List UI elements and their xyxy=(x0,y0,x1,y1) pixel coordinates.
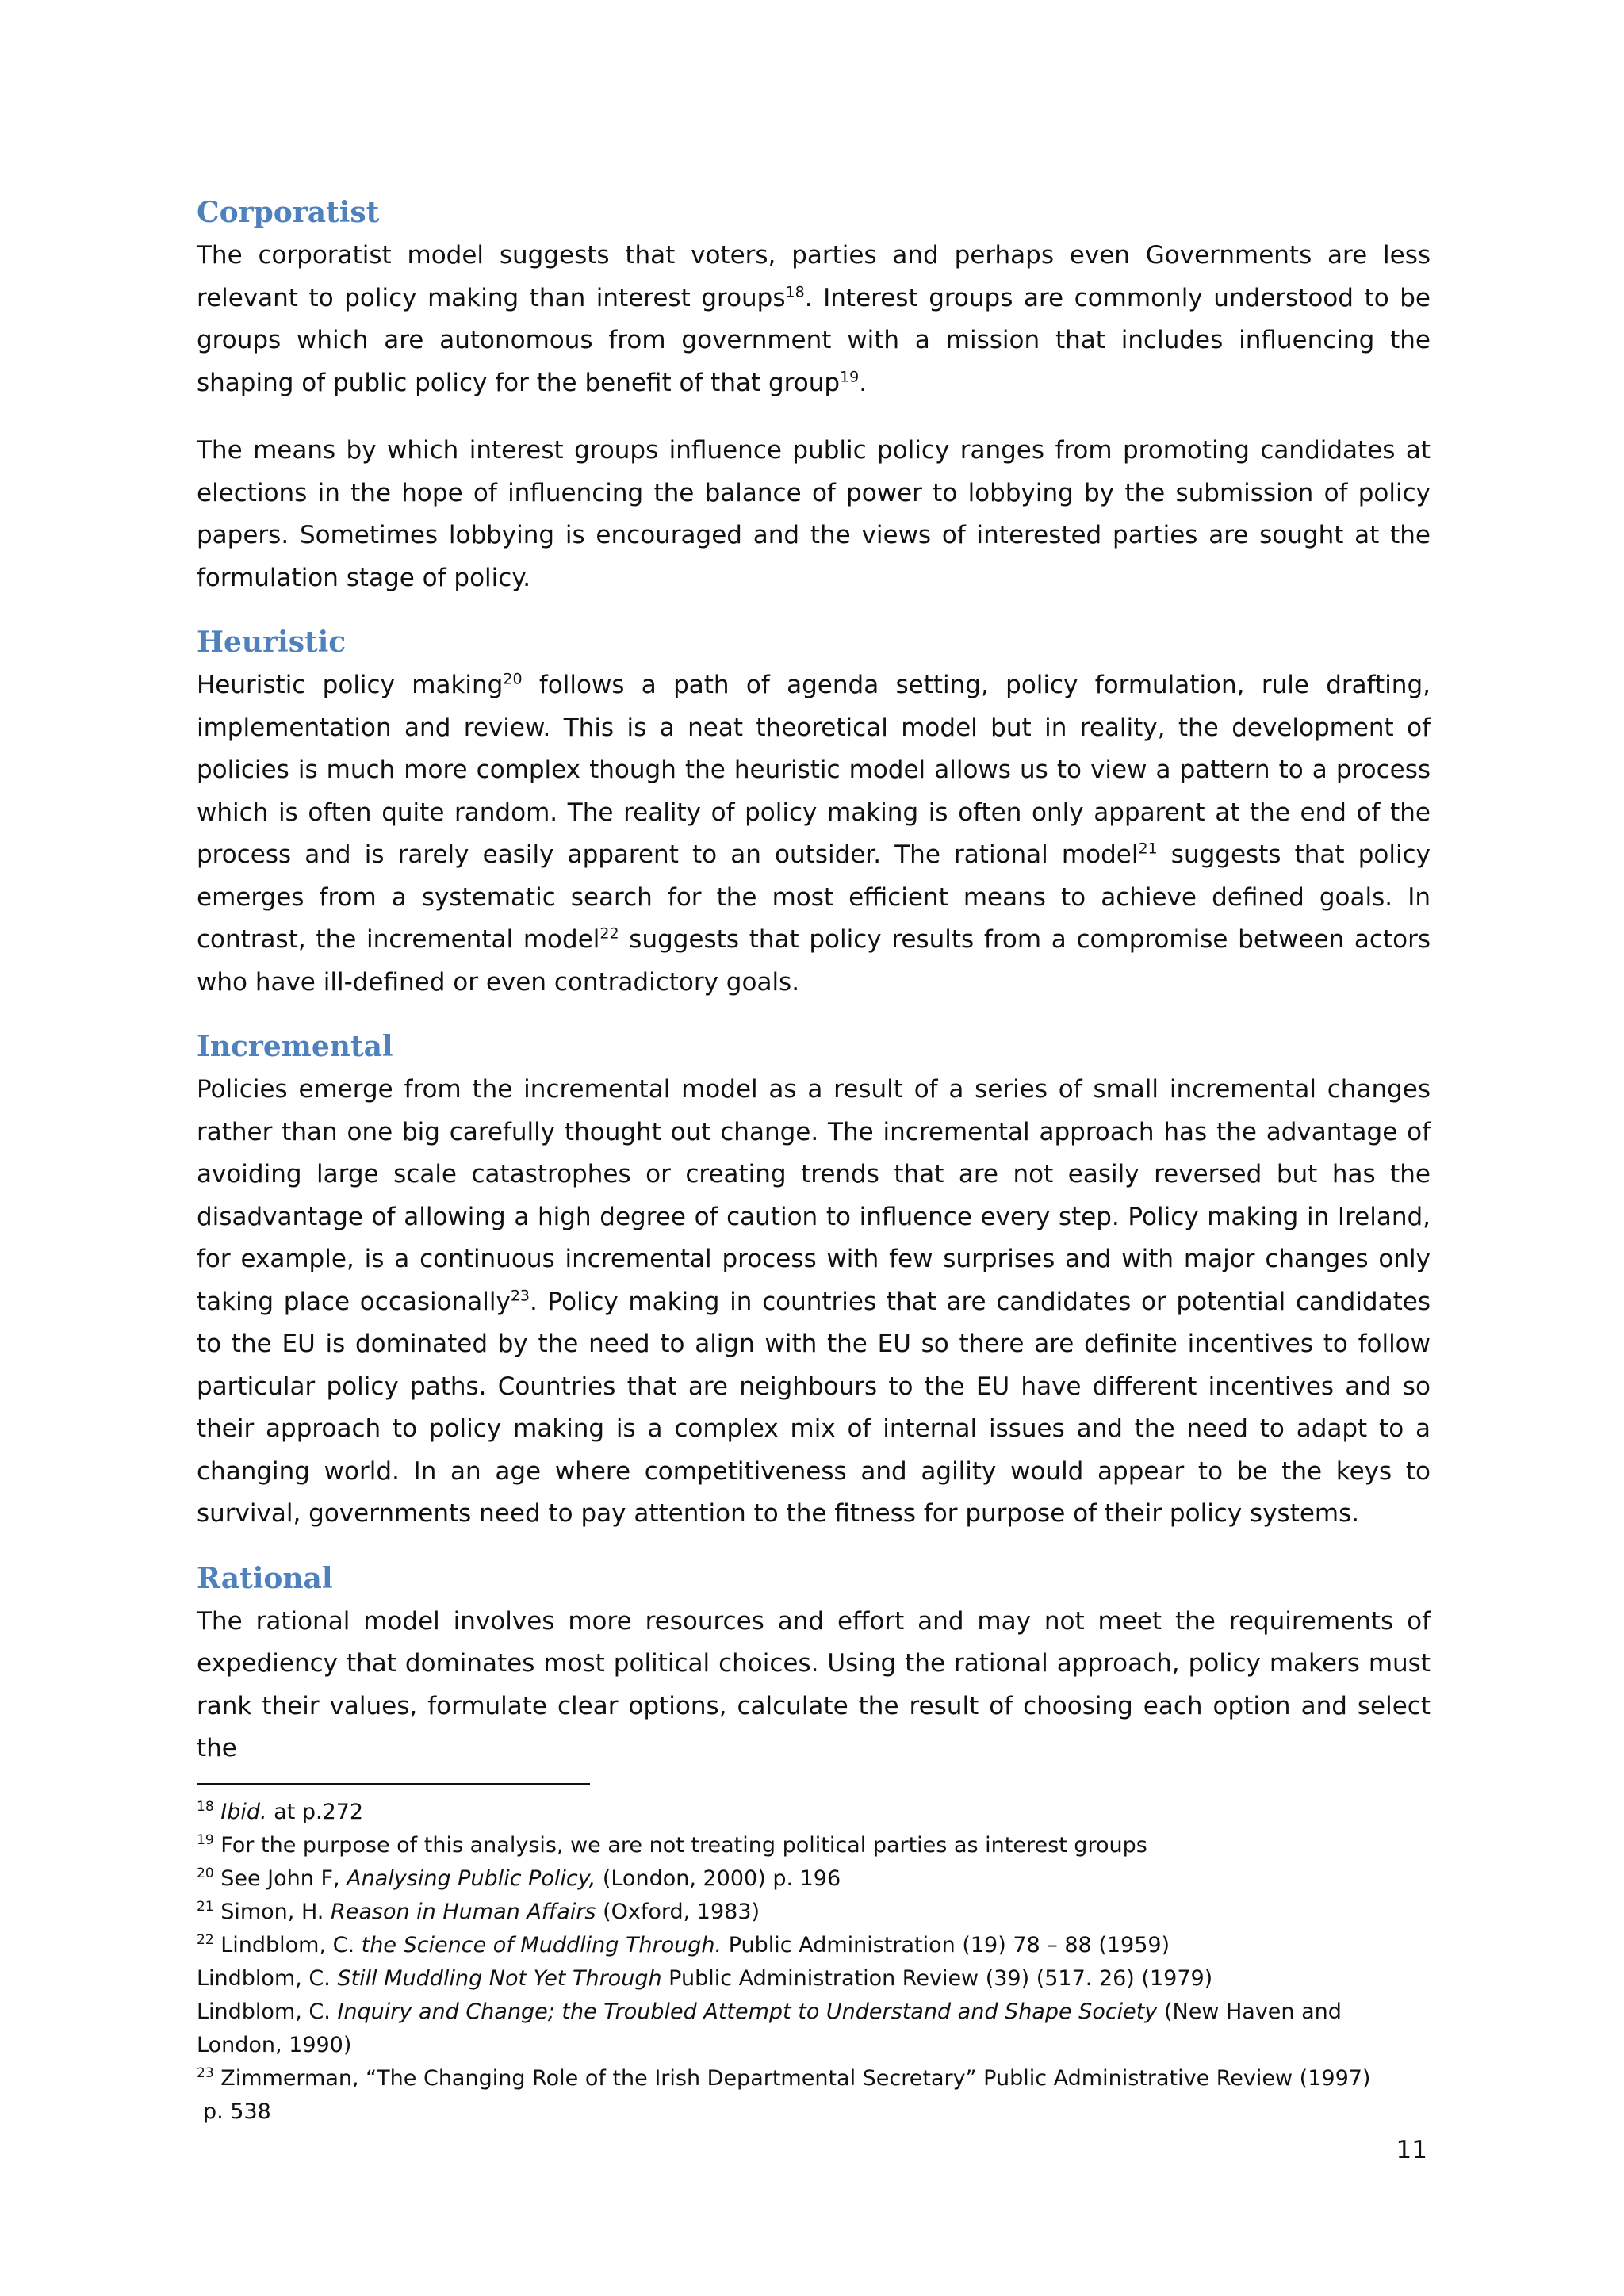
footnote-22 xyxy=(197,1929,1431,1962)
footnote-text: Simon, H. xyxy=(213,1899,331,1924)
text-run: . xyxy=(859,368,868,397)
footnote-number: 19 xyxy=(197,1831,214,1848)
footnote-ref-18[interactable]: 18 xyxy=(785,283,805,301)
paragraph-corporatist-2: The means by which interest groups influence public policy ranges from promoting candidates at elections in the hope of influencing the balance of power to lobbying by the submission of policy papers. Sometimes lobbying is encouraged and the views of interested parties are sought at the formulation stage of policy. xyxy=(197,436,1431,592)
footnote-italic: Inquiry and Change; the Troubled Attempt to Understand and Shape Society xyxy=(337,1999,1158,2024)
footnote-21 xyxy=(197,1896,1431,1929)
footnote-ref-23[interactable]: 23 xyxy=(510,1287,530,1305)
footnote-number: 20 xyxy=(197,1865,214,1881)
footnote-text: (London, 2000) p. 196 xyxy=(596,1866,841,1891)
footnote-text: (New Haven and London, 1990) xyxy=(197,1999,1342,2057)
paragraph-incremental xyxy=(197,1069,1431,1536)
footnote-text: See John F, xyxy=(213,1866,347,1891)
footnote-number: 23 xyxy=(197,2064,214,2081)
text-run: Policies emerge from the incremental model as a result of a series of small incremental changes rather than one big carefully thought out change. The incremental approach has the advantage of avoiding large scale catastrophes or creating trends that are not easily reversed but has the disadvantage of allowing a high degree of caution to influence every step. Policy making in Ireland, for example, is a continuous incremental process with few surprises and with major changes only taking place occasionally xyxy=(197,1075,1431,1316)
paragraph-rational: The rational model involves more resources and effort and may not meet the requirements of expediency that dominates most political choices. Using the rational approach, policy makers must rank their values, formulate clear options, calculate the result of choosing each option and select the xyxy=(197,1606,1431,1762)
text-run: suggests that policy emerges from a systematic search for the most efficient means to achieve defined goals. In contrast, the incremental model xyxy=(197,840,1431,954)
heading-corporatist: Corporatist xyxy=(197,196,380,229)
footnote-ref-19[interactable]: 19 xyxy=(840,368,860,386)
paragraph-heuristic xyxy=(197,664,1431,1004)
footnote-18 xyxy=(197,1796,1431,1829)
footnote-ref-21[interactable]: 21 xyxy=(1138,840,1158,858)
heading-heuristic: Heuristic xyxy=(197,626,347,659)
footnote-19 xyxy=(197,1829,1431,1862)
text-run: suggests that policy results from a compromise between actors who have ill-defined or even contradictory goals. xyxy=(197,925,1431,997)
footnote-text: at p.272 xyxy=(266,1799,364,1824)
footnote-ref-20[interactable]: 20 xyxy=(503,670,523,688)
footnote-text: Public Administration Review (39) (517. 26) (1979) xyxy=(661,1965,1213,1991)
page-number: 11 xyxy=(1396,2136,1427,2164)
text-run: . Policy making in countries that are candidates or potential candidates to the EU is dominated by the need to align with the EU so there are definite incentives to follow particular policy paths. Countries that are neighbours to the EU have different incentives and so their approach to policy making is a complex mix of internal issues and the need to adapt to a changing world. In an age where competitiveness and agility would appear to be the keys to survival, governments need to pay attention to the fitness for purpose of their policy systems. xyxy=(197,1287,1431,1528)
footnote-text: (Oxford, 1983) xyxy=(596,1899,760,1924)
footnote-italic: Still Muddling Not Yet Through xyxy=(337,1965,662,1991)
footnote-text: Zimmerman, “The Changing Role of the Irish Departmental Secretary” Public Administrative Review (1997) xyxy=(213,2065,1371,2091)
heading-incremental: Incremental xyxy=(197,1030,393,1063)
footnote-italic: the Science of Muddling Through. xyxy=(361,1932,722,1957)
footnote-ref-22[interactable]: 22 xyxy=(599,924,619,943)
footnote-text: For the purpose of this analysis, we are not treating political parties as interest groups xyxy=(213,1832,1147,1858)
footnote-italic: Ibid. xyxy=(220,1799,267,1824)
footnote-23 xyxy=(197,2062,1431,2129)
footnote-text: p. 538 xyxy=(203,2099,271,2124)
paragraph-corporatist-1 xyxy=(197,235,1431,404)
text-run: . Interest groups are commonly understood to be groups which are autonomous from government with a mission that includes influencing the shaping of public policy for the benefit of that group xyxy=(197,283,1431,397)
footnote-italic: Analysing Public Policy, xyxy=(347,1866,596,1891)
footnote-text: Public Administration (19) 78 – 88 (1959) xyxy=(722,1932,1170,1957)
footnote-20 xyxy=(197,1862,1431,1896)
footnote-text: Lindblom, C. xyxy=(197,1999,338,2024)
footnote-22-continued-1 xyxy=(197,1962,1431,1996)
footnotes xyxy=(197,1796,1431,2129)
footnote-separator xyxy=(197,1783,590,1785)
footnote-text: Lindblom, C. xyxy=(213,1932,362,1957)
footnote-number: 22 xyxy=(197,1931,214,1948)
text-run: follows a path of agenda setting, policy formulation, rule drafting, implementation and review. This is a neat theoretical model but in reality, the development of policies is much more complex though the heuristic model allows us to view a pattern to a process which is often quite random. The reality of policy making is often only apparent at the end of the process and is rarely easily apparent to an outsider. The rational model xyxy=(197,671,1431,869)
footnote-22-continued-2 xyxy=(197,1996,1431,2062)
footnote-number: 21 xyxy=(197,1898,214,1915)
footnote-number: 18 xyxy=(197,1798,214,1815)
footnote-text: Lindblom, C. xyxy=(197,1965,338,1991)
text-run: Heuristic policy making xyxy=(197,671,504,699)
text-run: The corporatist model suggests that voters, parties and perhaps even Governments are less relevant to policy making than interest groups xyxy=(197,241,1431,312)
footnote-italic: Reason in Human Affairs xyxy=(330,1899,596,1924)
heading-rational: Rational xyxy=(197,1561,333,1595)
